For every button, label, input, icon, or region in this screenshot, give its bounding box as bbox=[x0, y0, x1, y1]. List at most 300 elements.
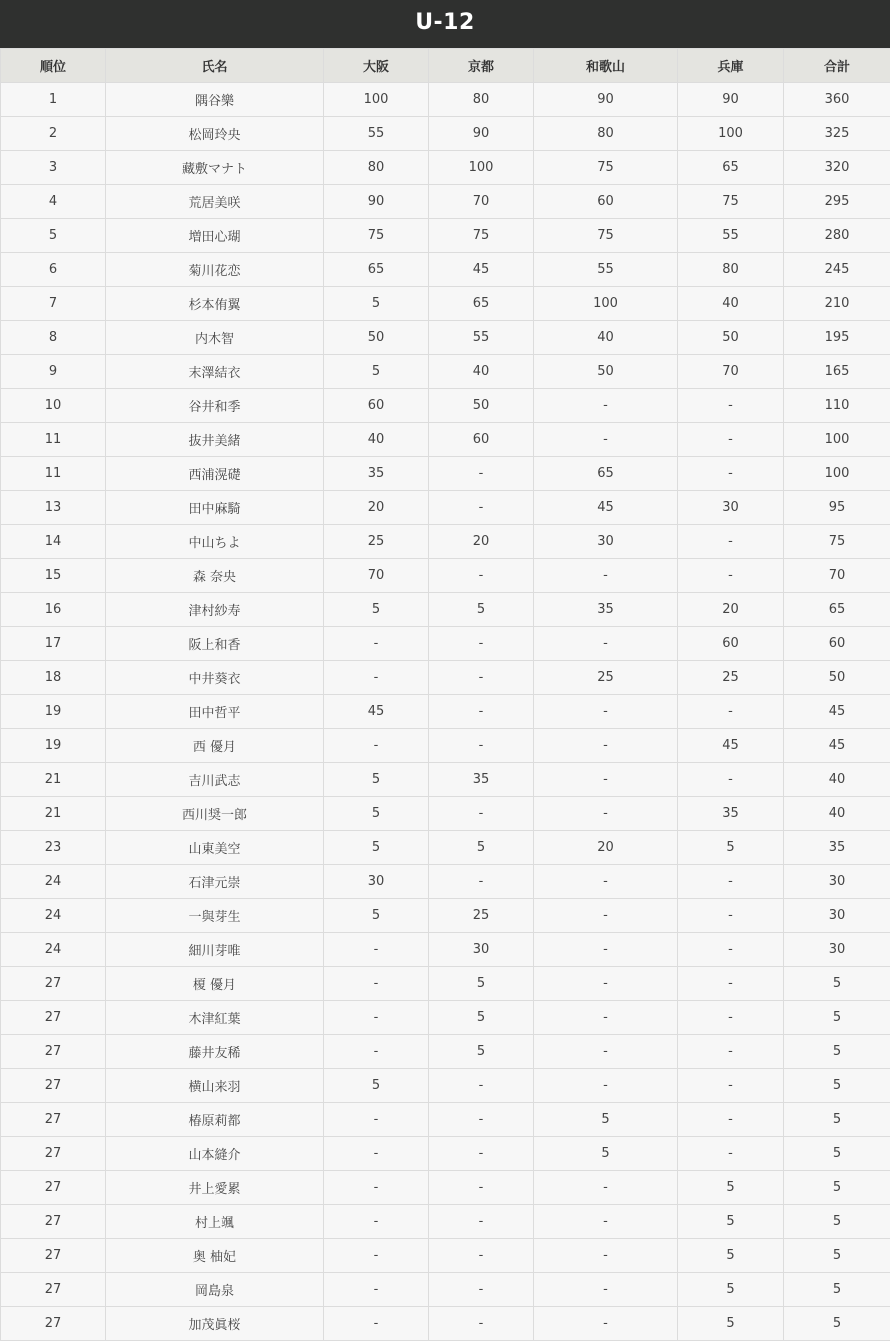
hyogo-cell: 45 bbox=[678, 729, 784, 763]
name-cell: 藏敷マナト bbox=[106, 151, 324, 185]
wakayama-cell: 20 bbox=[534, 831, 678, 865]
osaka-cell: 75 bbox=[324, 219, 429, 253]
wakayama-cell: - bbox=[534, 1171, 678, 1205]
hyogo-cell: - bbox=[678, 967, 784, 1001]
wakayama-cell: - bbox=[534, 1239, 678, 1273]
table-row bbox=[1, 321, 890, 355]
name-cell: 奥 柚妃 bbox=[106, 1239, 324, 1273]
table-row bbox=[1, 117, 890, 151]
name-cell: 山東美空 bbox=[106, 831, 324, 865]
name-cell: 田中麻騎 bbox=[106, 491, 324, 525]
total-cell: 5 bbox=[784, 1103, 890, 1137]
wakayama-cell: 80 bbox=[534, 117, 678, 151]
name-cell: 藤井友稀 bbox=[106, 1035, 324, 1069]
rank-cell: 16 bbox=[1, 593, 106, 627]
wakayama-cell: - bbox=[534, 1001, 678, 1035]
hyogo-cell: 50 bbox=[678, 321, 784, 355]
wakayama-cell: 60 bbox=[534, 185, 678, 219]
hyogo-cell: - bbox=[678, 1103, 784, 1137]
osaka-cell: - bbox=[324, 1205, 429, 1239]
table-row bbox=[1, 933, 890, 967]
name-cell: 津村紗寿 bbox=[106, 593, 324, 627]
name-cell: 森 奈央 bbox=[106, 559, 324, 593]
rank-cell: 21 bbox=[1, 797, 106, 831]
rank-cell: 27 bbox=[1, 967, 106, 1001]
rank-cell: 4 bbox=[1, 185, 106, 219]
wakayama-cell: 5 bbox=[534, 1137, 678, 1171]
hyogo-cell: - bbox=[678, 525, 784, 559]
header-hyogo: 兵庫 bbox=[678, 49, 784, 83]
name-cell: 菊川花恋 bbox=[106, 253, 324, 287]
hyogo-cell: - bbox=[678, 457, 784, 491]
hyogo-cell: - bbox=[678, 559, 784, 593]
kyoto-cell: - bbox=[429, 1273, 534, 1307]
total-cell: 295 bbox=[784, 185, 890, 219]
kyoto-cell: - bbox=[429, 457, 534, 491]
kyoto-cell: - bbox=[429, 661, 534, 695]
osaka-cell: 80 bbox=[324, 151, 429, 185]
name-cell: 横山来羽 bbox=[106, 1069, 324, 1103]
name-cell: 木津紅葉 bbox=[106, 1001, 324, 1035]
kyoto-cell: - bbox=[429, 797, 534, 831]
hyogo-cell: 55 bbox=[678, 219, 784, 253]
osaka-cell: 25 bbox=[324, 525, 429, 559]
total-cell: 50 bbox=[784, 661, 890, 695]
osaka-cell: - bbox=[324, 1307, 429, 1341]
rank-cell: 2 bbox=[1, 117, 106, 151]
rank-cell: 27 bbox=[1, 1069, 106, 1103]
wakayama-cell: 45 bbox=[534, 491, 678, 525]
wakayama-cell: - bbox=[534, 1035, 678, 1069]
wakayama-cell: 25 bbox=[534, 661, 678, 695]
name-cell: 西川奨一郎 bbox=[106, 797, 324, 831]
hyogo-cell: 80 bbox=[678, 253, 784, 287]
osaka-cell: - bbox=[324, 1137, 429, 1171]
hyogo-cell: - bbox=[678, 695, 784, 729]
header-wakayama: 和歌山 bbox=[534, 49, 678, 83]
table-row bbox=[1, 1205, 890, 1239]
hyogo-cell: 5 bbox=[678, 1239, 784, 1273]
total-cell: 60 bbox=[784, 627, 890, 661]
table-row bbox=[1, 1103, 890, 1137]
name-cell: 井上愛累 bbox=[106, 1171, 324, 1205]
table-row bbox=[1, 287, 890, 321]
rank-cell: 18 bbox=[1, 661, 106, 695]
total-cell: 45 bbox=[784, 695, 890, 729]
name-cell: 阪上和香 bbox=[106, 627, 324, 661]
table-row bbox=[1, 1137, 890, 1171]
osaka-cell: 90 bbox=[324, 185, 429, 219]
kyoto-cell: - bbox=[429, 865, 534, 899]
kyoto-cell: 80 bbox=[429, 83, 534, 117]
osaka-cell: - bbox=[324, 661, 429, 695]
header-osaka: 大阪 bbox=[324, 49, 429, 83]
hyogo-cell: - bbox=[678, 933, 784, 967]
total-cell: 30 bbox=[784, 933, 890, 967]
total-cell: 45 bbox=[784, 729, 890, 763]
kyoto-cell: 100 bbox=[429, 151, 534, 185]
header-kyoto: 京都 bbox=[429, 49, 534, 83]
rank-cell: 5 bbox=[1, 219, 106, 253]
hyogo-cell: 35 bbox=[678, 797, 784, 831]
kyoto-cell: 5 bbox=[429, 967, 534, 1001]
hyogo-cell: - bbox=[678, 1137, 784, 1171]
total-cell: 280 bbox=[784, 219, 890, 253]
osaka-cell: - bbox=[324, 1171, 429, 1205]
kyoto-cell: - bbox=[429, 491, 534, 525]
osaka-cell: 5 bbox=[324, 355, 429, 389]
wakayama-cell: 55 bbox=[534, 253, 678, 287]
hyogo-cell: - bbox=[678, 1069, 784, 1103]
hyogo-cell: 30 bbox=[678, 491, 784, 525]
hyogo-cell: - bbox=[678, 865, 784, 899]
total-cell: 5 bbox=[784, 1001, 890, 1035]
total-cell: 5 bbox=[784, 1239, 890, 1273]
kyoto-cell: 45 bbox=[429, 253, 534, 287]
osaka-cell: 60 bbox=[324, 389, 429, 423]
rank-cell: 19 bbox=[1, 695, 106, 729]
osaka-cell: - bbox=[324, 1001, 429, 1035]
total-cell: 5 bbox=[784, 1273, 890, 1307]
table-row bbox=[1, 185, 890, 219]
hyogo-cell: 5 bbox=[678, 1205, 784, 1239]
hyogo-cell: 5 bbox=[678, 1273, 784, 1307]
wakayama-cell: 100 bbox=[534, 287, 678, 321]
page-title: U-12 bbox=[0, 0, 890, 48]
total-cell: 5 bbox=[784, 1069, 890, 1103]
name-cell: 細川芽唯 bbox=[106, 933, 324, 967]
total-cell: 5 bbox=[784, 1205, 890, 1239]
total-cell: 195 bbox=[784, 321, 890, 355]
total-cell: 360 bbox=[784, 83, 890, 117]
total-cell: 5 bbox=[784, 1171, 890, 1205]
table-row bbox=[1, 457, 890, 491]
rank-cell: 10 bbox=[1, 389, 106, 423]
kyoto-cell: - bbox=[429, 1171, 534, 1205]
rank-cell: 21 bbox=[1, 763, 106, 797]
rank-cell: 14 bbox=[1, 525, 106, 559]
osaka-cell: 30 bbox=[324, 865, 429, 899]
osaka-cell: - bbox=[324, 627, 429, 661]
total-cell: 95 bbox=[784, 491, 890, 525]
wakayama-cell: 50 bbox=[534, 355, 678, 389]
osaka-cell: - bbox=[324, 1273, 429, 1307]
name-cell: 西浦滉礎 bbox=[106, 457, 324, 491]
table-row bbox=[1, 491, 890, 525]
rank-cell: 23 bbox=[1, 831, 106, 865]
kyoto-cell: 25 bbox=[429, 899, 534, 933]
table-row bbox=[1, 865, 890, 899]
osaka-cell: 5 bbox=[324, 593, 429, 627]
wakayama-cell: - bbox=[534, 627, 678, 661]
table-row bbox=[1, 967, 890, 1001]
hyogo-cell: 65 bbox=[678, 151, 784, 185]
total-cell: 40 bbox=[784, 797, 890, 831]
table-row bbox=[1, 899, 890, 933]
hyogo-cell: 5 bbox=[678, 831, 784, 865]
kyoto-cell: - bbox=[429, 729, 534, 763]
table-header bbox=[1, 49, 890, 83]
kyoto-cell: - bbox=[429, 1205, 534, 1239]
kyoto-cell: - bbox=[429, 695, 534, 729]
hyogo-cell: 20 bbox=[678, 593, 784, 627]
rank-cell: 24 bbox=[1, 933, 106, 967]
osaka-cell: 70 bbox=[324, 559, 429, 593]
osaka-cell: 55 bbox=[324, 117, 429, 151]
wakayama-cell: - bbox=[534, 933, 678, 967]
rank-cell: 27 bbox=[1, 1035, 106, 1069]
table-row bbox=[1, 1171, 890, 1205]
name-cell: 末澤結衣 bbox=[106, 355, 324, 389]
name-cell: 杉本侑翼 bbox=[106, 287, 324, 321]
ranking-table bbox=[0, 48, 890, 1341]
total-cell: 100 bbox=[784, 457, 890, 491]
hyogo-cell: 90 bbox=[678, 83, 784, 117]
rank-cell: 1 bbox=[1, 83, 106, 117]
table-row bbox=[1, 763, 890, 797]
rank-cell: 11 bbox=[1, 457, 106, 491]
name-cell: 内木智 bbox=[106, 321, 324, 355]
osaka-cell: - bbox=[324, 1239, 429, 1273]
total-cell: 5 bbox=[784, 967, 890, 1001]
rank-cell: 11 bbox=[1, 423, 106, 457]
total-cell: 40 bbox=[784, 763, 890, 797]
hyogo-cell: - bbox=[678, 763, 784, 797]
rank-cell: 9 bbox=[1, 355, 106, 389]
table-row bbox=[1, 355, 890, 389]
total-cell: 100 bbox=[784, 423, 890, 457]
kyoto-cell: - bbox=[429, 1239, 534, 1273]
name-cell: 西 優月 bbox=[106, 729, 324, 763]
total-cell: 110 bbox=[784, 389, 890, 423]
kyoto-cell: - bbox=[429, 1103, 534, 1137]
name-cell: 谷井和季 bbox=[106, 389, 324, 423]
name-cell: 山本縫介 bbox=[106, 1137, 324, 1171]
total-cell: 35 bbox=[784, 831, 890, 865]
kyoto-cell: 75 bbox=[429, 219, 534, 253]
wakayama-cell: 75 bbox=[534, 219, 678, 253]
table-row bbox=[1, 1273, 890, 1307]
table-row bbox=[1, 627, 890, 661]
wakayama-cell: - bbox=[534, 1069, 678, 1103]
total-cell: 165 bbox=[784, 355, 890, 389]
kyoto-cell: 50 bbox=[429, 389, 534, 423]
name-cell: 中山ちよ bbox=[106, 525, 324, 559]
hyogo-cell: 5 bbox=[678, 1307, 784, 1341]
table-body bbox=[1, 83, 890, 1341]
wakayama-cell: - bbox=[534, 1307, 678, 1341]
table-row bbox=[1, 729, 890, 763]
kyoto-cell: 5 bbox=[429, 593, 534, 627]
total-cell: 30 bbox=[784, 865, 890, 899]
hyogo-cell: - bbox=[678, 899, 784, 933]
osaka-cell: 20 bbox=[324, 491, 429, 525]
total-cell: 70 bbox=[784, 559, 890, 593]
hyogo-cell: 25 bbox=[678, 661, 784, 695]
hyogo-cell: - bbox=[678, 389, 784, 423]
name-cell: 田中哲平 bbox=[106, 695, 324, 729]
wakayama-cell: 90 bbox=[534, 83, 678, 117]
wakayama-cell: 5 bbox=[534, 1103, 678, 1137]
wakayama-cell: - bbox=[534, 729, 678, 763]
wakayama-cell: - bbox=[534, 899, 678, 933]
table-row bbox=[1, 423, 890, 457]
osaka-cell: 65 bbox=[324, 253, 429, 287]
osaka-cell: 5 bbox=[324, 797, 429, 831]
kyoto-cell: - bbox=[429, 1137, 534, 1171]
header-rank: 順位 bbox=[1, 49, 106, 83]
rank-cell: 27 bbox=[1, 1001, 106, 1035]
total-cell: 325 bbox=[784, 117, 890, 151]
hyogo-cell: 70 bbox=[678, 355, 784, 389]
wakayama-cell: - bbox=[534, 1273, 678, 1307]
rank-cell: 27 bbox=[1, 1103, 106, 1137]
rank-cell: 27 bbox=[1, 1239, 106, 1273]
total-cell: 320 bbox=[784, 151, 890, 185]
kyoto-cell: - bbox=[429, 559, 534, 593]
wakayama-cell: - bbox=[534, 559, 678, 593]
name-cell: 中井葵衣 bbox=[106, 661, 324, 695]
table-row bbox=[1, 1035, 890, 1069]
name-cell: 一與芽生 bbox=[106, 899, 324, 933]
osaka-cell: - bbox=[324, 1103, 429, 1137]
total-cell: 5 bbox=[784, 1035, 890, 1069]
osaka-cell: 5 bbox=[324, 899, 429, 933]
wakayama-cell: - bbox=[534, 1205, 678, 1239]
table-row bbox=[1, 1239, 890, 1273]
total-cell: 210 bbox=[784, 287, 890, 321]
total-cell: 30 bbox=[784, 899, 890, 933]
wakayama-cell: - bbox=[534, 423, 678, 457]
wakayama-cell: 75 bbox=[534, 151, 678, 185]
table-row bbox=[1, 151, 890, 185]
header-name: 氏名 bbox=[106, 49, 324, 83]
name-cell: 加茂眞桜 bbox=[106, 1307, 324, 1341]
name-cell: 隅谷樂 bbox=[106, 83, 324, 117]
wakayama-cell: - bbox=[534, 389, 678, 423]
kyoto-cell: 35 bbox=[429, 763, 534, 797]
kyoto-cell: 5 bbox=[429, 831, 534, 865]
osaka-cell: 5 bbox=[324, 1069, 429, 1103]
table-row bbox=[1, 831, 890, 865]
rank-cell: 7 bbox=[1, 287, 106, 321]
name-cell: 村上颯 bbox=[106, 1205, 324, 1239]
total-cell: 65 bbox=[784, 593, 890, 627]
osaka-cell: 40 bbox=[324, 423, 429, 457]
rank-cell: 27 bbox=[1, 1205, 106, 1239]
kyoto-cell: - bbox=[429, 627, 534, 661]
rank-cell: 19 bbox=[1, 729, 106, 763]
name-cell: 榎 優月 bbox=[106, 967, 324, 1001]
rank-cell: 3 bbox=[1, 151, 106, 185]
rank-cell: 27 bbox=[1, 1273, 106, 1307]
kyoto-cell: 20 bbox=[429, 525, 534, 559]
rank-cell: 27 bbox=[1, 1171, 106, 1205]
wakayama-cell: - bbox=[534, 695, 678, 729]
rank-cell: 27 bbox=[1, 1307, 106, 1341]
kyoto-cell: 70 bbox=[429, 185, 534, 219]
hyogo-cell: 5 bbox=[678, 1171, 784, 1205]
rank-cell: 24 bbox=[1, 899, 106, 933]
osaka-cell: 5 bbox=[324, 831, 429, 865]
osaka-cell: - bbox=[324, 729, 429, 763]
table-row bbox=[1, 219, 890, 253]
table-row bbox=[1, 695, 890, 729]
kyoto-cell: - bbox=[429, 1069, 534, 1103]
kyoto-cell: 30 bbox=[429, 933, 534, 967]
wakayama-cell: 40 bbox=[534, 321, 678, 355]
rank-cell: 15 bbox=[1, 559, 106, 593]
name-cell: 松岡玲央 bbox=[106, 117, 324, 151]
name-cell: 吉川武志 bbox=[106, 763, 324, 797]
osaka-cell: - bbox=[324, 933, 429, 967]
name-cell: 石津元崇 bbox=[106, 865, 324, 899]
wakayama-cell: - bbox=[534, 967, 678, 1001]
table-row bbox=[1, 797, 890, 831]
total-cell: 245 bbox=[784, 253, 890, 287]
hyogo-cell: 60 bbox=[678, 627, 784, 661]
rank-cell: 24 bbox=[1, 865, 106, 899]
hyogo-cell: 100 bbox=[678, 117, 784, 151]
wakayama-cell: 30 bbox=[534, 525, 678, 559]
kyoto-cell: 5 bbox=[429, 1035, 534, 1069]
kyoto-cell: 65 bbox=[429, 287, 534, 321]
hyogo-cell: - bbox=[678, 423, 784, 457]
osaka-cell: 100 bbox=[324, 83, 429, 117]
osaka-cell: - bbox=[324, 967, 429, 1001]
table-row bbox=[1, 253, 890, 287]
kyoto-cell: 90 bbox=[429, 117, 534, 151]
hyogo-cell: 40 bbox=[678, 287, 784, 321]
header-row bbox=[1, 49, 890, 83]
name-cell: 増田心瑚 bbox=[106, 219, 324, 253]
table-row bbox=[1, 593, 890, 627]
hyogo-cell: - bbox=[678, 1035, 784, 1069]
rank-cell: 13 bbox=[1, 491, 106, 525]
hyogo-cell: 75 bbox=[678, 185, 784, 219]
name-cell: 岡島泉 bbox=[106, 1273, 324, 1307]
osaka-cell: 5 bbox=[324, 287, 429, 321]
kyoto-cell: - bbox=[429, 1307, 534, 1341]
osaka-cell: 35 bbox=[324, 457, 429, 491]
rank-cell: 6 bbox=[1, 253, 106, 287]
rank-cell: 8 bbox=[1, 321, 106, 355]
kyoto-cell: 55 bbox=[429, 321, 534, 355]
total-cell: 75 bbox=[784, 525, 890, 559]
hyogo-cell: - bbox=[678, 1001, 784, 1035]
rank-cell: 17 bbox=[1, 627, 106, 661]
table-row bbox=[1, 1307, 890, 1341]
total-cell: 5 bbox=[784, 1137, 890, 1171]
table-row bbox=[1, 559, 890, 593]
table-row bbox=[1, 389, 890, 423]
table-row bbox=[1, 525, 890, 559]
wakayama-cell: - bbox=[534, 763, 678, 797]
osaka-cell: 50 bbox=[324, 321, 429, 355]
osaka-cell: - bbox=[324, 1035, 429, 1069]
kyoto-cell: 40 bbox=[429, 355, 534, 389]
wakayama-cell: 65 bbox=[534, 457, 678, 491]
table-row bbox=[1, 1069, 890, 1103]
rank-cell: 27 bbox=[1, 1137, 106, 1171]
wakayama-cell: 35 bbox=[534, 593, 678, 627]
osaka-cell: 5 bbox=[324, 763, 429, 797]
header-total: 合計 bbox=[784, 49, 890, 83]
kyoto-cell: 5 bbox=[429, 1001, 534, 1035]
name-cell: 椿原莉都 bbox=[106, 1103, 324, 1137]
wakayama-cell: - bbox=[534, 797, 678, 831]
table-row bbox=[1, 661, 890, 695]
